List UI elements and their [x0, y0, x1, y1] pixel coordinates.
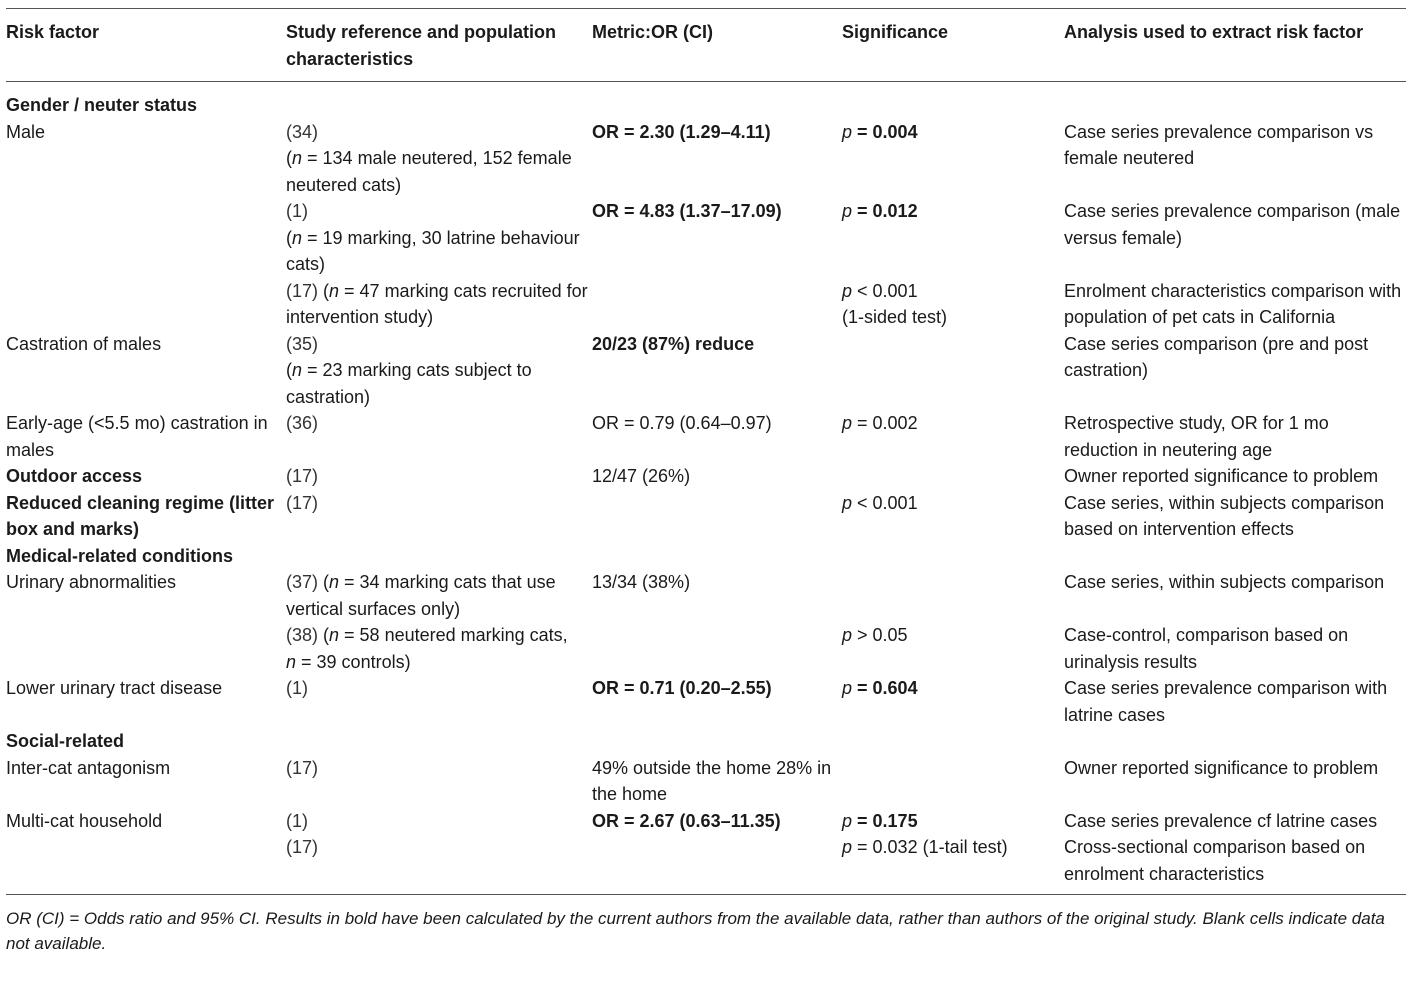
significance-cell — [842, 463, 1064, 490]
reference: (17) — [286, 466, 319, 486]
table-row — [6, 331, 1406, 411]
reference: (17) — [286, 492, 319, 513]
table-row — [6, 834, 1406, 895]
reference: (17) — [286, 837, 319, 857]
analysis-cell: Case series comparison (pre and post castration) — [1064, 333, 1369, 380]
section-row — [6, 543, 1406, 570]
p-symbol: p — [842, 121, 853, 142]
analysis-cell: Case series, within subjects comparison — [1064, 572, 1385, 592]
significance-cell — [842, 808, 1064, 835]
analysis-cell: Cross-sectional comparison based on enrolment characteristics — [1064, 837, 1366, 884]
study-cell — [286, 808, 592, 835]
n-symbol: n — [329, 280, 340, 301]
analysis-cell: Case-control, comparison based on urinalysis results — [1064, 625, 1349, 672]
table-row — [6, 410, 1406, 463]
analysis-cell: Case series prevalence comparison (male versus female) — [1064, 201, 1401, 248]
p-symbol: p — [842, 837, 853, 857]
population-controls: = 39 controls) — [296, 651, 411, 672]
significance-cell — [842, 119, 1064, 199]
reference: (38) — [286, 625, 319, 645]
population: = 134 male neutered, 152 female neutered cats) — [286, 148, 572, 195]
header-analysis: Analysis used to extract risk factor — [1064, 22, 1364, 42]
study-cell — [286, 834, 592, 895]
table-row — [6, 755, 1406, 808]
risk-factor-cell: Outdoor access — [6, 466, 143, 486]
section-heading: Medical-related conditions — [6, 545, 234, 566]
p-value: = 0.012 — [852, 201, 918, 221]
significance-cell — [842, 198, 1064, 278]
risk-factor-cell: Male — [6, 121, 46, 142]
analysis-cell: Enrolment characteristics comparison with population of pet cats in California — [1064, 280, 1402, 327]
study-cell: (17) (n = 47 marking cats recruited for intervention study) — [286, 280, 588, 327]
header-metric: Metric:OR (CI) — [592, 22, 713, 42]
table-container — [6, 8, 1406, 956]
study-cell — [286, 755, 592, 808]
significance-cell — [842, 410, 1064, 463]
n-symbol: n — [329, 572, 340, 592]
study-cell — [286, 410, 592, 463]
header-risk-factor: Risk factor — [6, 22, 100, 42]
table-row — [6, 622, 1406, 675]
metric-cell: OR = 4.83 (1.37–17.09) — [592, 201, 782, 221]
n-symbol: n — [292, 360, 303, 380]
header-significance: Significance — [842, 22, 949, 42]
significance-cell — [842, 622, 1064, 675]
risk-factor-table — [6, 8, 1406, 895]
p-value: = 0.604 — [852, 678, 918, 698]
study-cell: (35) (n = 23 marking cats subject to castration) — [286, 333, 532, 407]
p-value: < 0.001 — [852, 280, 918, 301]
reference: (35) — [286, 333, 319, 354]
p-value: = 0.032 (1-tail test) — [852, 837, 1008, 857]
metric-cell — [592, 490, 842, 543]
study-cell — [286, 490, 592, 543]
metric-cell: 12/47 (26%) — [592, 466, 691, 486]
significance-cell — [842, 675, 1064, 728]
significance-cell — [842, 490, 1064, 543]
table-row — [6, 675, 1406, 728]
reference: (1) — [286, 678, 308, 698]
table-row — [6, 490, 1406, 543]
reference: (37) — [286, 572, 319, 592]
p-symbol: p — [842, 678, 853, 698]
table-row — [6, 463, 1406, 490]
study-cell: (37) (n = 34 marking cats that use vertical surfaces only) — [286, 572, 556, 619]
population: = 19 marking, 30 latrine behaviour cats) — [286, 227, 580, 274]
risk-factor-cell: Urinary abnormalities — [6, 572, 177, 592]
n-symbol: n — [292, 227, 303, 248]
metric-cell: 20/23 (87%) reduce — [592, 333, 755, 354]
population: = 58 neutered marking cats, — [339, 625, 568, 645]
analysis-cell: Case series, within subjects comparison based on intervention effects — [1064, 492, 1385, 539]
analysis-cell: Retrospective study, OR for 1 mo reduction in neutering age — [1064, 413, 1329, 460]
metric-cell: 49% outside the home 28% in the home — [592, 757, 832, 804]
table-row — [6, 119, 1406, 199]
metric-cell: OR = 0.79 (0.64–0.97) — [592, 413, 772, 433]
p-symbol: p — [842, 201, 853, 221]
table-row — [6, 278, 1406, 331]
p-symbol: p — [842, 810, 853, 831]
metric-cell: OR = 0.71 (0.20–2.55) — [592, 678, 772, 698]
study-cell — [286, 463, 592, 490]
n-symbol: n — [329, 625, 340, 645]
risk-factor-cell — [6, 198, 286, 278]
section-row — [6, 82, 1406, 119]
p-value: < 0.001 — [852, 492, 918, 513]
study-cell: (34) (n = 134 male neutered, 152 female neutered cats) — [286, 121, 572, 195]
study-cell — [286, 675, 592, 728]
analysis-cell: Case series prevalence cf latrine cases — [1064, 810, 1378, 831]
metric-cell: OR = 2.67 (0.63–11.35) — [592, 810, 781, 831]
p-value: = 0.004 — [852, 121, 918, 142]
risk-factor-cell: Reduced cleaning regime (litter box and marks) — [6, 492, 275, 539]
significance-cell — [842, 755, 1064, 808]
significance-cell — [842, 834, 1064, 895]
reference: (17) — [286, 280, 319, 301]
test-note: (1-sided test) — [842, 307, 948, 327]
p-symbol: p — [842, 625, 853, 645]
risk-factor-cell: Inter-cat antagonism — [6, 757, 171, 778]
metric-cell — [592, 622, 842, 675]
population: = 34 marking cats that use vertical surfaces only) — [286, 572, 556, 619]
metric-cell: OR = 2.30 (1.29–4.11) — [592, 121, 771, 142]
p-symbol: p — [842, 413, 853, 433]
n-symbol: n — [292, 148, 303, 168]
reference: (17) — [286, 757, 319, 778]
risk-factor-cell: Multi-cat household — [6, 810, 163, 831]
header-study: Study reference and population characteristics — [286, 22, 557, 69]
population: = 23 marking cats subject to castration) — [286, 360, 532, 407]
risk-factor-cell — [6, 278, 286, 331]
risk-factor-cell: Lower urinary tract disease — [6, 678, 223, 698]
study-cell: (1) (n = 19 marking, 30 latrine behaviour cats) — [286, 201, 580, 274]
analysis-cell: Owner reported significance to problem — [1064, 466, 1379, 486]
table-row — [6, 808, 1406, 835]
reference: (1) — [286, 810, 308, 831]
p-value: = 0.002 — [852, 413, 918, 433]
metric-cell — [592, 834, 842, 895]
risk-factor-cell: Castration of males — [6, 333, 162, 354]
p-value: > 0.05 — [852, 625, 908, 645]
p-symbol: p — [842, 492, 853, 513]
population: = 47 marking cats recruited for intervention study) — [286, 280, 588, 327]
analysis-cell: Case series prevalence comparison vs female neutered — [1064, 121, 1374, 168]
table-row — [6, 569, 1406, 622]
p-symbol: p — [842, 280, 853, 301]
reference: (1) — [286, 201, 308, 221]
risk-factor-cell: Early-age (<5.5 mo) castration in males — [6, 413, 268, 460]
risk-factor-cell — [6, 622, 286, 675]
reference: (34) — [286, 121, 319, 142]
table-footnote: OR (CI) = Odds ratio and 95% CI. Results in bold have been calculated by the current authors from the available data, rather than authors of the original study. Blank cells indicate data not available. — [6, 909, 1385, 953]
section-heading: Social-related — [6, 731, 125, 751]
metric-cell: 13/34 (38%) — [592, 572, 691, 592]
n-symbol: n — [286, 651, 297, 672]
analysis-cell: Case series prevalence comparison with latrine cases — [1064, 678, 1388, 725]
reference: (36) — [286, 413, 319, 433]
risk-factor-cell — [6, 834, 286, 895]
significance-cell — [842, 331, 1064, 411]
significance-cell — [842, 569, 1064, 622]
section-heading: Gender / neuter status — [6, 95, 198, 115]
p-value: = 0.175 — [852, 810, 918, 831]
analysis-cell: Owner reported significance to problem — [1064, 757, 1379, 778]
significance-cell — [842, 278, 1064, 331]
metric-cell — [592, 278, 842, 331]
study-cell: (38) (n = 58 neutered marking cats, n = 39 controls) — [286, 625, 568, 672]
header-row — [6, 9, 1406, 82]
section-row — [6, 728, 1406, 755]
table-row — [6, 198, 1406, 278]
